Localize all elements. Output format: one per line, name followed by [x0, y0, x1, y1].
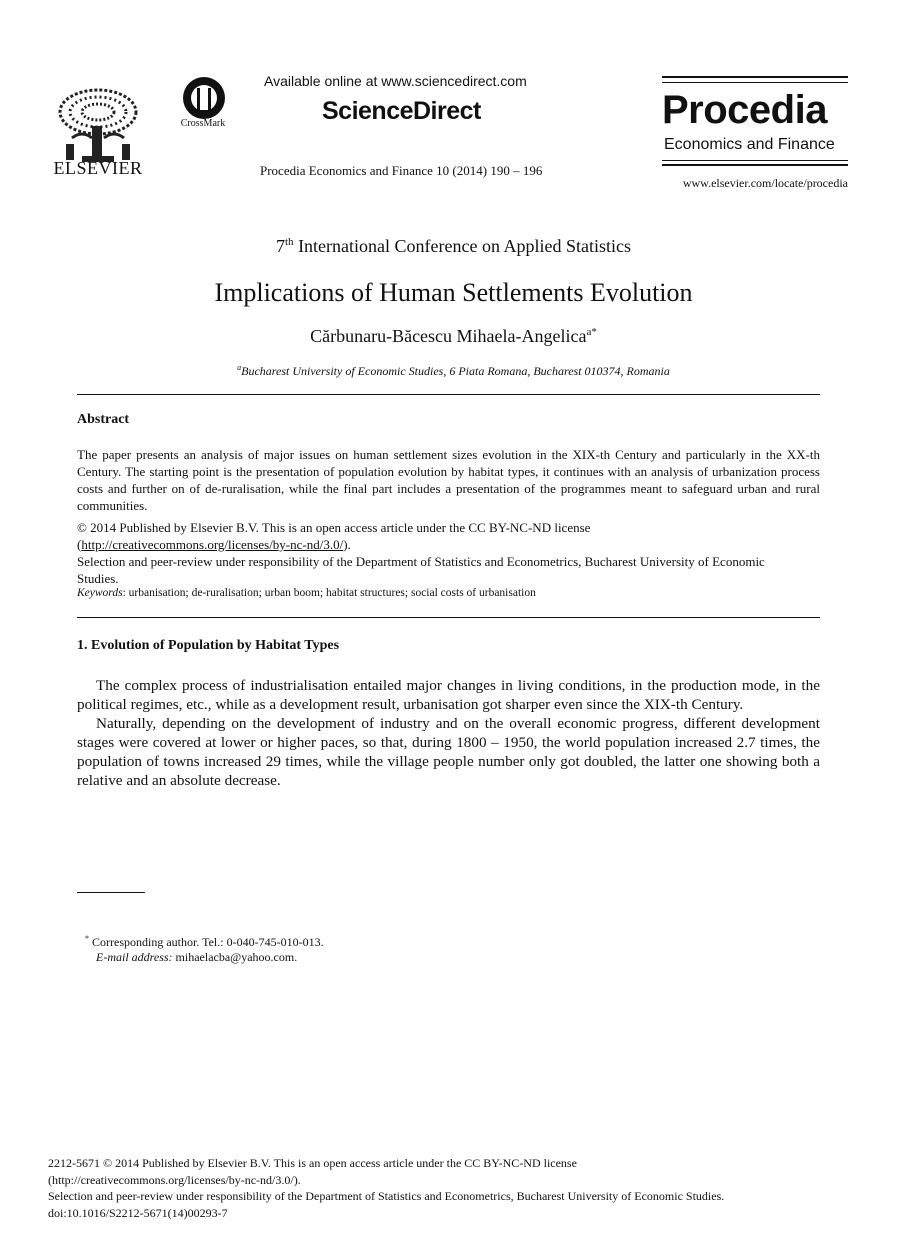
crossmark-icon[interactable]: [178, 76, 230, 120]
procedia-bottom-rule: [662, 164, 848, 166]
procedia-subtitle: Economics and Finance: [664, 136, 835, 153]
available-online-text[interactable]: Available online at www.sciencedirect.com: [264, 73, 527, 89]
copyright-notice: © 2014 Published by Elsevier B.V. This is an open access article under the CC BY-NC-ND license (http://creativecommons.org/licenses/by-nc-nd/3.0/).: [77, 520, 591, 552]
keywords: Keywords: urbanisation; de-ruralisation; urban boom; habitat structures; social costs of urbanisation: [77, 587, 536, 599]
page-footer: [48, 1155, 724, 1221]
abstract-body: The paper presents an analysis of major issues on human settlement sizes evolution in the XIX-th Century and particularly in the XX-th Century. The starting point is the presentation of population evolution by habitat types, it continues with an analysis of urbanization process costs and further on of de-ruralisation, while the final part includes a presentation of the programmes meant to safeguard urban and rural communities.: [77, 447, 820, 513]
footer-review-line: Selection and peer-review under responsibility of the Department of Statistics and Econometrics, Bucharest University of Economic Studies.: [48, 1189, 725, 1203]
procedia-top-rule-thin: [662, 82, 848, 83]
footer-doi[interactable]: doi:10.1016/S2212-5671(14)00293-7: [48, 1205, 228, 1220]
footer-license-line: 2212-5671 © 2014 Published by Elsevier B.V. This is an open access article under the CC BY-NC-ND license: [48, 1156, 577, 1170]
email-link[interactable]: mihaelacba@yahoo.com.: [175, 950, 298, 964]
conference-name: 7th International Conference on Applied Statistics: [276, 236, 631, 256]
footnote-corresponding: * Corresponding author. Tel.: 0-040-745-010-013.: [85, 934, 324, 949]
procedia-top-rule: [662, 76, 848, 78]
author-name: Cărbunaru-Băcescu Mihaela-Angelica$^{a*}$: [310, 326, 597, 346]
footnote-email: E-mail address: mihaelacba@yahoo.com.: [96, 950, 298, 964]
abstract-bottom-rule: [77, 617, 820, 618]
abstract-heading: Abstract: [77, 412, 130, 427]
journal-citation: Procedia Economics and Finance 10 (2014) 190 – 196: [260, 163, 543, 178]
body-paragraph: The complex process of industrialisation entailed major changes in living conditions, in the production mode, in the political regimes, etc., while as a development result, urbanisation got sharper even since the XIX-th Century.: [77, 677, 820, 713]
publisher-name: ELSEVIER: [53, 158, 143, 178]
section-heading: 1. Evolution of Population by Habitat Types: [77, 638, 340, 653]
footer-license-link[interactable]: http://creativecommons.org/licenses/by-nc-nd/3.0/: [52, 1172, 294, 1187]
body-paragraph: Naturally, depending on the development of industry and on the overall economic progress, different development stages were covered at lower or higher paces, so that, during 1800 – 1950, the world population increased 2.7 times, the population of towns increased 29 times, while the village people number only got doubled, the latter one showing both a relative and an absolute decrease.: [77, 715, 820, 789]
peer-review-notice: Selection and peer-review under responsibility of the Department of Statistics and Econometrics, Bucharest University of Economic Studies.: [77, 554, 765, 586]
author-affiliation: $^a$Bucharest University of Economic Studies, 6 Piata Romana, Bucharest 010374, Romania: [237, 363, 670, 378]
paper-title: Implications of Human Settlements Evolution: [214, 278, 693, 307]
footnote-rule: [77, 892, 145, 893]
sciencedirect-logo[interactable]: ScienceDirect: [322, 97, 481, 125]
abstract-top-rule: [77, 394, 820, 395]
procedia-url[interactable]: www.elsevier.com/locate/procedia: [682, 176, 848, 190]
license-link[interactable]: http://creativecommons.org/licenses/by-nc-nd/3.0/: [81, 537, 344, 552]
crossmark-label: CrossMark: [180, 118, 226, 129]
procedia-logo: Procedia: [662, 88, 827, 132]
footer-license-url-line: (http://creativecommons.org/licenses/by-nc-nd/3.0/).: [48, 1172, 301, 1187]
procedia-bottom-rule-thin: [662, 160, 848, 161]
